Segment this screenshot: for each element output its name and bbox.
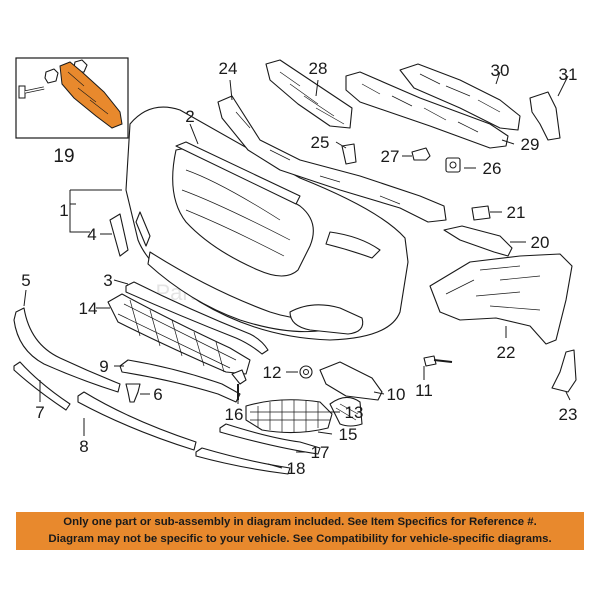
grille-13 — [246, 400, 332, 433]
cover-10 — [320, 362, 382, 400]
side-bracket-22 — [430, 254, 572, 344]
callout-20: 20 — [530, 233, 550, 252]
callout-27: 27 — [380, 147, 400, 166]
callout-11: 11 — [415, 381, 433, 400]
retainer-26 — [446, 158, 460, 172]
callout-18: 18 — [286, 459, 306, 478]
disclaimer-line-2: Diagram may not be specific to your vehicle. See Compatibility for vehicle-specific diagrams. — [48, 533, 552, 545]
callout-30: 30 — [490, 61, 510, 80]
clip-27 — [412, 148, 430, 160]
callout-4: 4 — [87, 225, 97, 244]
callout-31: 31 — [558, 65, 578, 84]
bracket-23 — [552, 350, 576, 392]
sensor-12 — [300, 366, 312, 378]
callout-8: 8 — [79, 437, 89, 456]
callout-16: 16 — [224, 405, 244, 424]
callout-5: 5 — [21, 271, 31, 290]
callout-24: 24 — [218, 59, 238, 78]
bracket-21 — [472, 206, 490, 220]
moulding-8 — [78, 392, 196, 450]
disclaimer-banner — [16, 512, 584, 550]
callout-17: 17 — [310, 443, 330, 462]
inset-box-19 — [16, 58, 128, 138]
callout-7: 7 — [35, 403, 45, 422]
callout-9: 9 — [99, 357, 109, 376]
bolt-11 — [424, 356, 452, 366]
callout-12: 12 — [262, 363, 282, 382]
callout-3: 3 — [103, 271, 113, 290]
callout-21: 21 — [506, 203, 526, 222]
trim-17 — [196, 448, 290, 474]
callout-13: 13 — [344, 403, 364, 422]
callout-6: 6 — [153, 385, 163, 404]
callout-10: 10 — [386, 385, 406, 404]
callout-1: 1 — [59, 201, 69, 220]
callout-19: 19 — [53, 146, 75, 167]
callout-15: 15 — [338, 425, 358, 444]
callout-25: 25 — [310, 133, 330, 152]
callout-28: 28 — [308, 59, 328, 78]
callout-2: 2 — [185, 107, 195, 126]
callout-23: 23 — [558, 405, 578, 424]
clip-6 — [126, 384, 140, 402]
callout-26: 26 — [482, 159, 502, 178]
bracket-31 — [530, 92, 560, 140]
callout-22: 22 — [496, 343, 516, 362]
bracket-20 — [444, 226, 512, 256]
callout-14: 14 — [78, 299, 98, 318]
callout-29: 29 — [520, 135, 540, 154]
disclaimer-line-1: Only one part or sub-assembly in diagram included. See Item Specifics for Reference #. — [63, 516, 537, 528]
bracket-4 — [110, 214, 128, 256]
